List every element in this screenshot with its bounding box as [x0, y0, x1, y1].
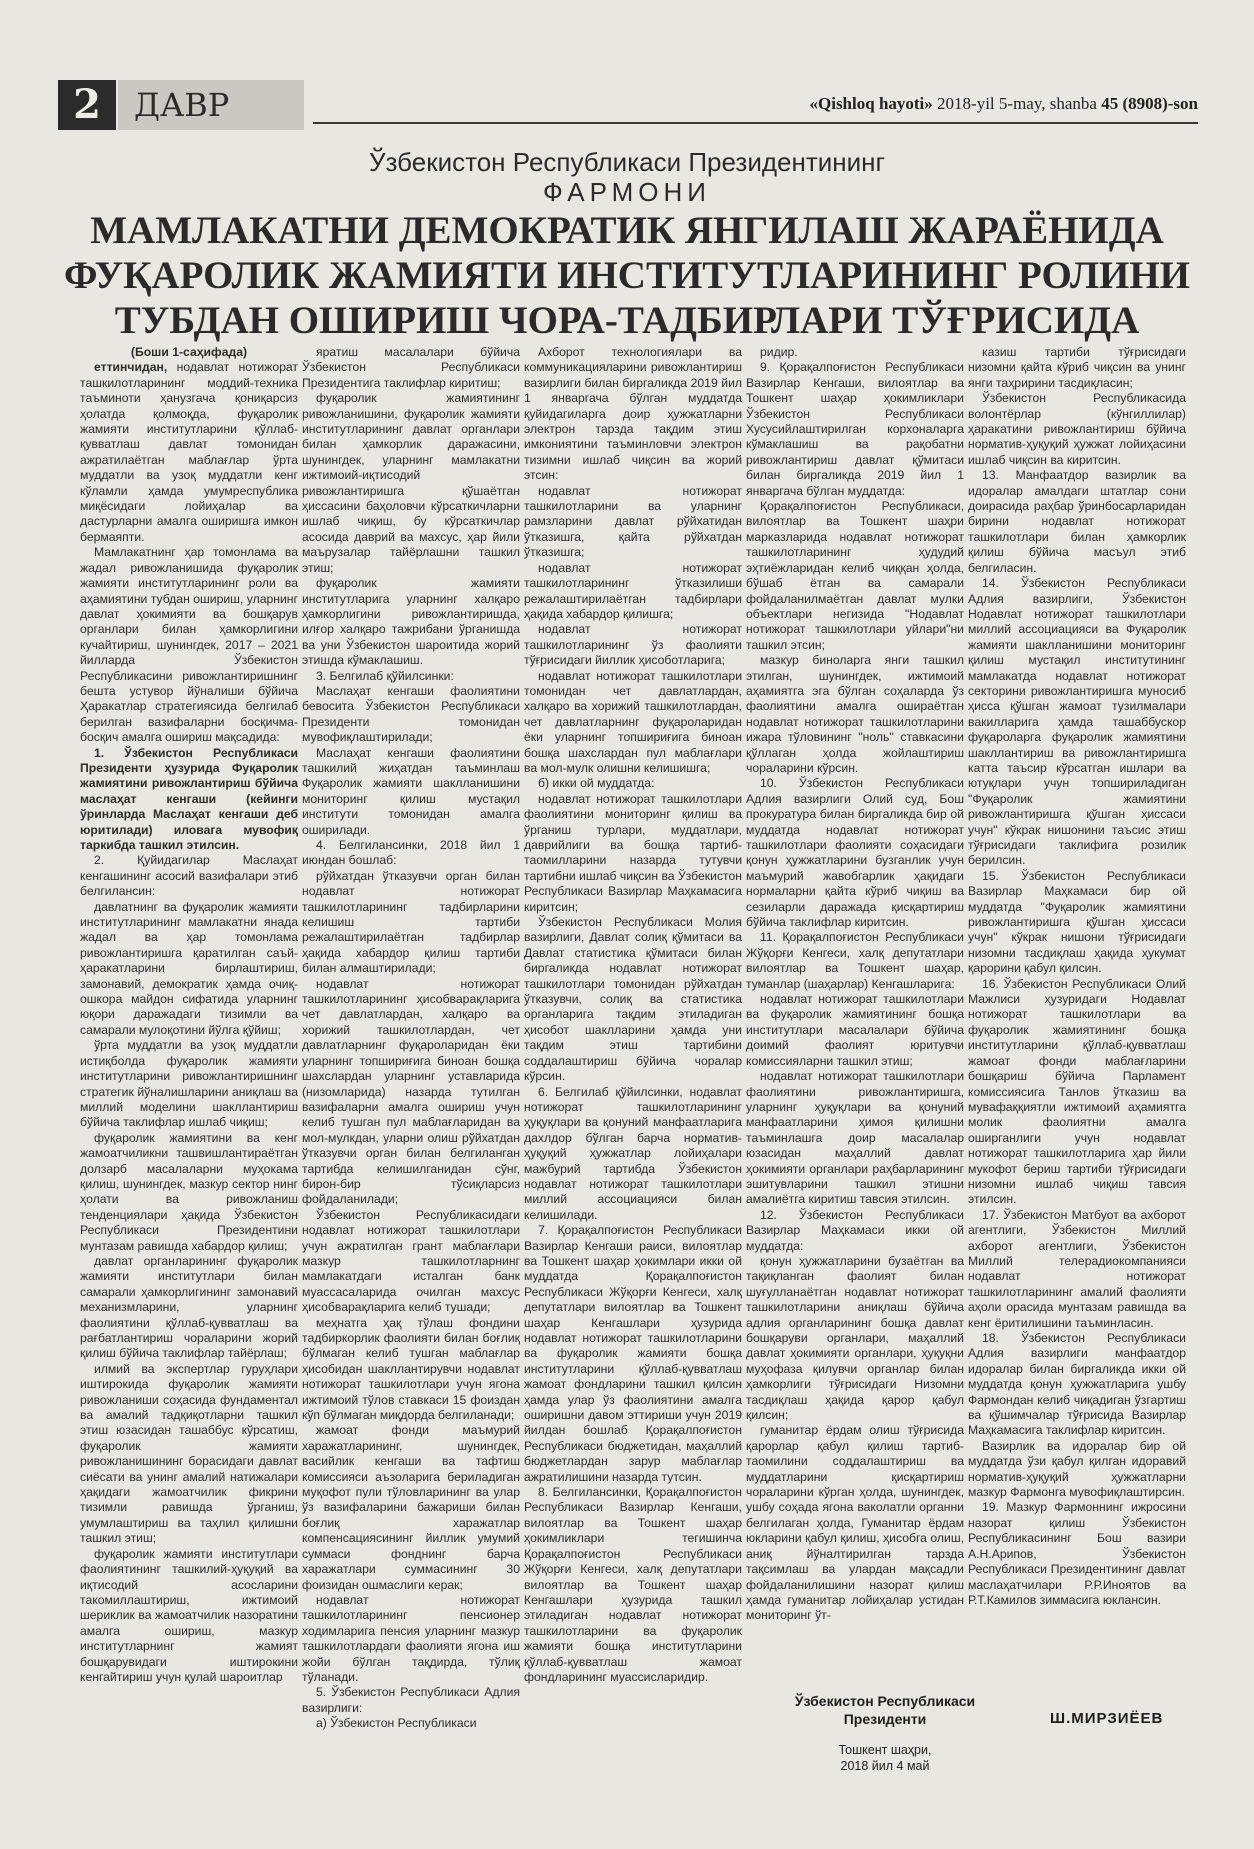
issue-number: 45 (8908)-son: [1101, 94, 1198, 113]
paragraph: ўрта муддатли ва узоқ муддатли истиқболда фуқаролик жамияти институтларини ривожлантиришнинг стратегик йўналишларини аниқлаш ва миллий моделини шакллантириш бўйича таклифлар ишлаб чиқиш;: [80, 1038, 298, 1130]
headline-line-2: ФУҚАРОЛИК ЖАМИЯТИ ИНСТИТУТЛАРИНИНГ РОЛИНИ: [63, 254, 1191, 297]
paragraph: нодавлат нотижорат ташкилотлари фаолиятини мониторинг қилиш ва ўрганиш турлари, муддатлари, даврийлиги ва бошқа тартиб-таомилларини назарда тутувчи тартибни ишлаб чиқсин ва Ўзбекистон Республикаси Вазирлар Маҳкамасига киритсин;: [524, 791, 742, 914]
paragraph-item-4: 4. Белгилансинки, 2018 йил 1 июндан бошлаб:: [302, 838, 520, 868]
paragraph-lead: еттинчидан,: [94, 360, 168, 375]
paragraph-item-7: 7. Қорақалпоғистон Республикаси Вазирлар Кенгаши раиси, вилоятлар ва Тошкент шаҳар ҳокимлари икки ой муддатда Қорақалпоғистон Республикаси Жўқорғи Кенгеси, халқ депутатлари вилоятлар ва Тошкент шаҳар Кенгашлари ҳузурида нодавлат нотижорат ташкилотларини ва фуқаролик жамияти бошқа институтларини қўллаб-қувватлаш жамоат фондларини ташкил қилсин ҳамда улар ўз фаолиятини амалга оширишни давом эттириши учун 2019 йилдан бошлаб Қорақалпоғистон Республикаси бюджетидан, маҳаллий бюджетлардан зарур маблағлар ажратилишини назарда тутсин.: [524, 1223, 742, 1484]
paragraph: Ўзбекистон Республикаси Молия вазирлиги, Давлат солиқ қўмитаси ва Давлат статистика қўмитаси билан биргаликда нодавлат нотижорат ташкилотлари томонидан рўйхатдан ўтказувчи, солиқ ва статистика органларига тақдим этиладиган ҳисобот шаклларини ҳамда уни тақдим этиш тартибини соддалаштириш бўйича чоралар кўрсин.: [524, 915, 742, 1084]
paragraph: Қорақалпоғистон Республикаси, вилоятлар ва Тошкент шаҳри марказларида нодавлат нотижорат ташкилотларининг ҳудудий эҳтиёжларидан келиб чиққан ҳолда, бўшаб ётган ва самарали фойдаланилмаётган давлат мулки объектлари негизида "Нодавлат нотижорат ташкилотлари уйлари"ни ташкил этсин;: [746, 499, 964, 652]
paragraph-item-11: 11. Қорақалпоғистон Республикаси Жўқорғи Кенгеси, халқ депутатлари вилоятлар ва Тошкент шаҳар, туманлар (шаҳарлар) Кенгашларига:: [746, 930, 964, 991]
paragraph: Мамлакатнинг ҳар томонлама ва жадал ривожланишида фуқаролик жамияти институтларининг роли ва аҳамиятини тубдан ошириш, уларнинг давлат ҳокимияти ва бошқарув органлари билан ҳамкорлигини кучайтириш, шунингдек, 2017 – 2021 йилларда Ўзбекистон Республикасини ривожлантиришнинг бешта устувор йўналиши бўйича Ҳаракатлар стратегиясида белгилаб берилган вазифаларни босқичма-босқич амалга ошириш мақсадида:: [80, 545, 298, 745]
paragraph: казиш тартиби тўғрисидаги низомни қайта кўриб чиқсин ва унинг янги таҳририни тасдиқласин;: [968, 345, 1186, 390]
paragraph: яратиш масалалари бўйича Ўзбекистон Республикаси Президентига таклифлар киритиш;: [302, 345, 520, 390]
paragraph: б) икки ой муддатда:: [538, 776, 655, 791]
document-type: ФАРМОНИ: [543, 177, 711, 207]
signing-place-date: [770, 1742, 1000, 1774]
paragraph: нодавлат нотижорат ташкилотларининг ўтказилиши режалаштирилаётган тадбирлари ҳақида хабардор қилишга;: [524, 560, 742, 621]
signatory-office-line-1: Ўзбекистон Республикаси: [794, 1693, 976, 1709]
paragraph: давлатнинг ва фуқаролик жамияти институтларининг мамлакатни янада жадал ва ҳар томонлама ривожлантиришга қаратилган саъй-ҳаракатларини бирлаштириш, замонавий, демократик ҳамда очиқ-ошкора майдон сифатида уларнинг юқори даражадаги тизимли ва самарали мулоқотини йўлга қўйиш;: [80, 899, 298, 1037]
column-3: [524, 345, 742, 1785]
paragraph-item-12: 12. Ўзбекистон Республикаси Вазирлар Маҳкамаси икки ой муддатда:: [746, 1207, 964, 1253]
paragraph: Маслаҳат кенгаши фаолиятини ташкилий жиҳатдан таъминлаш Фуқаролик жамияти шаклланишини мониторинг қилиш мустақил институти томонидан амалга оширилади.: [302, 745, 520, 837]
signatory-office-line-2: Президенти: [843, 1711, 927, 1727]
signatory-name: Ш.МИРЗИЁЕВ: [1050, 1710, 1164, 1727]
paragraph: а) Ўзбекистон Республикаси: [316, 1716, 477, 1731]
masthead-info: [810, 94, 1199, 114]
paragraph-item-6: 6. Белгилаб қўйилсинки, нодавлат нотижорат ташкилотларининг ҳуқуқлари ва қонуний манфаатларига дахлдор бўлган барча норматив-ҳуқуқий ҳужжатлар лойиҳалари мажбурий тартибда Ўзбекистон нодавлат нотижорат ташкилотлари миллий ассоциацияси билан келишилади.: [524, 1084, 742, 1222]
paragraph: гуманитар ёрдам олиш тўғрисида қарорлар қабул қилиш тартиб-таомилини соддалаштириш ва муддатларини қисқартириш чораларини кўрган ҳолда, шунингдек, ушбу соҳада ягона ваколатли органни белгилаган ҳолда, Гуманитар ёрдам юкларини қабул қилиш, ҳисобга олиш, аниқ йўналтирилган тарзда тақсимлаш ва улардан мақсадли фойдаланилишини назорат қилиш ҳамда гуманитар лойиҳалар устидан мониторинг ўт-: [746, 1423, 964, 1623]
paragraph: рўйхатдан ўтказувчи орган билан нодавлат нотижорат ташкилотларининг тадбирларини келишиш тартиби режалаштирилаётган тадбирлар ҳақида хабардор қилиш тартиби билан алмаштирилади;: [302, 868, 520, 976]
paragraph: нодавлат нотижорат ташкилотлари томонидан чет давлатлардан, халқаро ва хорижий ташкилотлардан, чет давлатларнинг фуқароларидан ёки уларнинг топшириғига биноан бошқа шахслардан пул маблағлари ва мол-мулк олишни келишишга;: [524, 668, 742, 775]
paragraph: нодавлат нотижорат ташкилотларининг ҳисобварақларига чет давлатлардан, халқаро ва хорижий ташкилотлардан, чет давлатларнинг фуқароларидан ёки уларнинг топшириғига биноан бошқа шахслардан уларнинг уставларида (низомларида) назарда тутилган вазифаларни амалга ошириш учун келиб тушган пул маблағларидан ва мол-мулкдан, уларни олиш рўйхатдан ўтказувчи орган билан белгиланган тартибда келишилганидан сўнг, бирон-бир тўсиқларсиз фойдаланилади;: [302, 976, 520, 1207]
paragraph-item-9: 9. Қорақалпоғистон Республикаси Вазирлар Кенгаши, вилоятлар ва Тошкент шаҳар ҳокимликлари Ўзбекистон Республикаси Хусусийлаштирилган корхоналарга кўмаклашиш ва рақобатни ривожлантириш давлат қўмитаси билан биргаликда 2019 йил 1 январгача бўлган муддатда:: [746, 360, 964, 498]
decree-issuer: Ўзбекистон Республикаси Президентининг: [369, 147, 885, 177]
paragraph-item-3: 3. Белгилаб қўйилсинки:: [316, 668, 454, 683]
paragraph: Ўзбекистон Республикасида волонтёрлар (кўнгиллилар) ҳаракатини ривожлантириш бўйича норматив-ҳуқуқий ҳужжат лойиҳасини ишлаб чиқсин ва киритсин.: [968, 391, 1186, 467]
column-1: [80, 345, 298, 1785]
paragraph-item-2: 2. Қуйидагилар Маслаҳат кенгашининг асосий вазифалари этиб белгилансин:: [80, 853, 298, 899]
column-2: [302, 345, 520, 1785]
paragraph: фуқаролик жамияти институтларига уларнинг халқаро ҳамкорлигини ривожлантиришда, илғор халқаро тажрибани ўрганишда ва уни Ўзбекистон шароитида жорий этишда кўмаклашиш.: [302, 576, 520, 668]
paragraph-item-18: 18. Ўзбекистон Республикаси Адлия вазирлиги манфаатдор идоралар билан биргаликда икки ой муддатда қонун ҳужжатларига ушбу Фармондан келиб чиқадиган ўзгартиш ва қўшимчалар тўғрисида Вазирлар Маҳкамасига таклифлар киритсин.: [968, 1331, 1186, 1438]
continuation-note: (Боши 1-саҳифада): [130, 345, 248, 359]
paragraph-item-17: 17. Ўзбекистон Матбуот ва ахборот агентлиги, Ўзбекистон Миллий ахборот агентлиги, Ўзбекистон Миллий телерадиокомпанияси нодавлат нотижорат ташкилотларининг амалий фаолияти аҳоли орасида мунтазам равишда ва кенг ёритилишини таъминласин.: [968, 1207, 1186, 1330]
paragraph: ридир.: [760, 345, 798, 359]
paragraph-item-1: 1. Ўзбекистон Республикаси Президенти ҳузурида Фуқаролик жамиятини ривожлантириш бўйича маслаҳат кенгаши (кейинги ўринларда Маслаҳат кенгаши деб юритилади) иловага мувофиқ таркибда ташкил этилсин.: [80, 745, 298, 852]
paragraph: Вазирлик ва идоралар бир ой муддатда ўзи қабул қилган идоравий норматив-ҳуқуқий ҳужжатларни мазкур Фармонга мувофиқлаштирсин.: [968, 1438, 1186, 1500]
headline-line-3: ТУБДАН ОШИРИШ ЧОРА-ТАДБИРЛАРИ ТЎҒРИСИДА: [114, 299, 1140, 342]
paragraph: жамоат фонди маъмурий харажатларининг, шунингдек, васийлик кенгаши ва тафтиш комиссияси аъзоларига бериладиган муқофот пули тўловларининг ва улар ўз вазифаларини бажариши билан боғлиқ харажатлар компенсациясининг йиллик умумий суммаси фонднинг барча харажатлари суммасининг 30 фоизидан ошмаслиги керак;: [302, 1423, 520, 1592]
paragraph-item-14: 14. Ўзбекистон Республикаси Адлия вазирлиги, Ўзбекистон Нодавлат нотижорат ташкилотлари миллий ассоциацияси ва Фуқаролик жамияти шаклланишини мониторинг қилиш мустақил институтининг мамлакатда нодавлат нотижорат секторини ривожлантиришга муносиб ҳисса қўшган жамоат тузилмалари вакилларига ҳамда ташаббускор фуқароларга фуқаролик жамиятини шакллантириш ва ривожлантиришга катта таъсир кўрсатган ишлари ва ютуқлари учун топшириладиган "Фуқаролик жамиятини ривожлантиришга қўшган ҳиссаси учун" кўкрак нишонини таъсис этиш тўғрисидаги таклифига розилик берилсин.: [968, 576, 1186, 868]
paragraph: меҳнатга ҳақ тўлаш фондини тадбиркорлик фаолияти билан боғлиқ бўлмаган келиб тушган маблағлар ҳисобидан шакллантирувчи нодавлат нотижорат ташкилотлари учун ягона ижтимоий тўлов ставкаси 15 фоиздан кўп бўлмаган миқдорда белгиланади;: [302, 1315, 520, 1423]
paragraph-item-8: 8. Белгилансинки, Қорақалпоғистон Республикаси Вазирлар Кенгаши, вилоятлар ва Тошкент шаҳар ҳокимликлари тегишинча Қорақалпоғистон Республикаси Жўқорғи Кенгеси, халқ депутатлари вилоятлар ва Тошкент шаҳар Кенгашлари ҳузурида ташкил этиладиган нодавлат нотижорат ташкилотларини ва фуқаролик жамияти бошқа институтларини қўллаб-қувватлаш жамоат фондларининг муассисларидир.: [524, 1485, 742, 1684]
paragraph: нодавлат нотижорат ташкилотларининг пенсионер ходимларига пенсия уларнинг мазкур ташкилотлардаги фаолияти ягона иш жойи бўлган тақдирда, тўлиқ тўланади.: [302, 1592, 520, 1684]
issue-date: 2018-yil 5-may, shanba: [937, 94, 1097, 113]
paragraph-item-10: 10. Ўзбекистон Республикаси Адлия вазирлиги Олий суд, Бош прокуратура билан биргаликда бир ой муддатда нодавлат нотижорат ташкилотлари фаолияти соҳасидаги қонун ҳужжатларини бузганлик учун маъмурий жавобгарлик ҳақидаги нормаларни қайта кўриб чиқиш ва сезиларли даражада қисқартириш бўйича таклифлар киритсин.: [746, 776, 964, 930]
article-body: [0, 345, 1254, 1785]
headline: [40, 208, 1214, 343]
paragraph-item-15: 15. Ўзбекистон Республикаси Вазирлар Маҳкамаси бир ой муддатда "Фуқаролик жамиятини ривожлантиришга қўшган ҳиссаси учун" кўкрак нишони тўғрисидаги низомни тасдиқлаш ҳақида ҳукумат қарорини қабул қилсин.: [968, 868, 1186, 976]
section-name: ДАВР: [118, 80, 304, 130]
signatory-office: [770, 1692, 1000, 1728]
page-number: 2: [58, 80, 116, 130]
paragraph: фуқаролик жамиятини ва кенг жамоатчиликни ташвишлантираётган долзарб масалаларни муҳокама қилиш, шунингдек, мазкур сектор нинг ҳолати ва ривожланиш тенденциялари ҳақида Ўзбекистон Республикаси Президентини мунтазам равишда хабардор қилиш;: [80, 1130, 298, 1253]
paragraph: нодавлат нотижорат ташкилотлари фаолиятини ривожлантиришга, уларнинг ҳуқуқлари ва қонуний манфаатларини ҳимоя қилишни таъминлашга доир масалалар юзасидан маҳаллий давлат ҳокимияти органлари раҳбарларининг эшитувларини ташкил этишни амалиётга киритиш тавсия этилсин.: [746, 1069, 964, 1207]
page-header: [58, 80, 1198, 130]
column-5: [968, 345, 1186, 1785]
column-4: [746, 345, 964, 1670]
paragraph: фуқаролик жамиятининг ривожланишини, фуқаролик жамияти институтларининг давлат органлари билан ҳамкорлик даражасини, шунингдек, уларнинг мамлакатни ижтимоий-иқтисодий ривожлантиришга қўшаётган ҳиссасини баҳоловчи кўрсаткичларни ишлаб чиқиш, бу кўрсаткичлар асосида даврий ва махсус, ҳар йили маърузалар тайёрлашни ташкил этиш;: [302, 391, 520, 575]
newspaper-name: «Qishloq hayoti»: [809, 94, 933, 113]
paragraph: қонун ҳужжатларини бузаётган ва тақиқланган фаолият билан шуғулланаётган нодавлат нотижорат ташкилотларини аниқлаш бўйича адлия органларининг бошқа давлат бошқаруви органлари, маҳаллий давлат ҳокимияти органлари, ҳуқуқни муҳофаза қилувчи органлар билан ҳамкорлиги тўғрисидаги Низомни тасдиқлаш ҳақида қарор қабул қилсин;: [746, 1253, 964, 1423]
paragraph-item-19: 19. Мазкур Фармоннинг ижросини назорат қилиш Ўзбекистон Республикасининг Бош вазири А.Н.Арипов, Ўзбекистон Республикаси Президентининг давлат маслаҳатчилари Р.Р.Иноятов ва Р.Т.Камилов зиммасига юклансин.: [968, 1500, 1186, 1607]
paragraph: нодавлат нотижорат ташкилотларини ва уларнинг рамзларини давлат рўйхатидан ўтказишга, қайта рўйхатдан ўтказишга;: [524, 483, 742, 560]
paragraph-item-16: 16. Ўзбекистон Республикаси Олий Мажлиси ҳузуридаги Нодавлат нотижорат ташкилотлари ва фуқаролик жамиятининг бошқа институтларини қўллаб-қувватлаш жамоат фонди маблағларини бошқариш бўйича Парламент комиссиясига Танлов ўтказиш ва мувафаққиятли ижтимоий аҳамиятга молик фаолиятни амалга оширганлиги учун нодавлат нотижорат ташкилотларига ҳар йили мукофот бериш тартиби тўғрисидаги низомни ишлаб чиқиш тавсия этилсин.: [968, 976, 1186, 1207]
paragraph: Ўзбекистон Республикасидаги нодавлат нотижорат ташкилотлари учун ажратилган грант маблағлари мазкур ташкилотларнинг мамлакатдаги исталган банк муассасаларида очилган махсус ҳисобварақларига келиб тушади;: [302, 1207, 520, 1315]
header-rule: [313, 122, 1198, 124]
paragraph: нодавлат нотижорат ташкилотлари ва фуқаролик жамиятининг бошқа институтлари масалалари бўйича доимий фаолият юритувчи комиссияларни ташкил этиш;: [746, 992, 964, 1068]
paragraph-item-5: 5. Ўзбекистон Республикаси Адлия вазирлиги:: [302, 1685, 520, 1715]
paragraph: Ахборот технологиялари ва коммуникацияларини ривожлантириш вазирлиги билан биргаликда 2019 йил 1 январгача бўлган муддатда қуйидагиларга доир ҳужжатларни электрон тарзда тақдим этиш имкониятини таъминловчи электрон тизимни ишлаб чиқсин ва жорий этсин:: [524, 345, 742, 483]
signing-date: 2018 йил 4 май: [840, 1759, 930, 1773]
headline-line-1: МАМЛАКАТНИ ДЕМОКРАТИК ЯНГИЛАШ ЖАРАЁНИДА: [90, 209, 1164, 252]
paragraph-text: нодавлат нотижорат ташкилотларининг моддий-техника таъминоти ҳанузгача қониқарсиз ҳолатда қолмоқда, фуқаролик жамияти институтларини қўллаб-қувватлаш давлат томонидан ажратилаётган маблағлар ўрта муддатли ва узоқ муддатли кенг кўламли ҳамда умумреспублика миқёсидаги лойиҳалар ва дастурларни амалга оширишга имкон бермаяпти.: [80, 360, 298, 544]
paragraph: фуқаролик жамияти институтлари фаолиятининг ташкилий-ҳуқуқий ва иқтисодий асосларини такомиллаштириш, ижтимоий шериклик ва жамоатчилик назоратини амалга ошириш, мазкур институтларнинг жамият бошқарувидаги иштирокини кенгайтириш учун қулай шароитлар: [80, 1546, 298, 1684]
paragraph: мазкур биноларга янги ташкил этилган, шунингдек, ижтимоий аҳамиятга эга бўлган соҳаларда ўз фаолиятини амалга ошираётган нодавлат нотижорат ташкилотларини ижара тўловининг "ноль" ставкасини қўллаган ҳолда жойлаштириш чораларини кўрсин.: [746, 653, 964, 775]
paragraph: нодавлат нотижорат ташкилотларининг ўз фаолияти тўғрисидаги йиллик ҳисоботларига;: [524, 622, 742, 668]
paragraph-item-13: 13. Манфаатдор вазирлик ва идоралар амалдаги штатлар сони доирасида раҳбар ўринбосарларидан бирини нодавлат нотижорат ташкилотлари билан ҳамкорлик қилиш бўйича масъул этиб белгиласин.: [968, 468, 1186, 575]
paragraph: Маслаҳат кенгаши фаолиятини бевосита Ўзбекистон Республикаси Президенти томонидан мувофиқлаштирилади;: [302, 683, 520, 745]
paragraph: илмий ва экспертлар гуруҳлари иштирокида фуқаролик жамияти ривожланиши соҳасида фундаментал ва амалий тадқиқотларни ташкил этиш юзасидан ташаббус кўрсатиш, фуқаролик жамияти ривожланишининг борасидаги давлат сиёсати ва унинг амалий натижалари ҳақидаги жамоатчилик фикрини тизимли равишда ўрганиш, умумлаштириш ва таҳлил қилишни ташкил этиш;: [80, 1361, 298, 1546]
paragraph: [80, 360, 298, 545]
paragraph: давлат органларининг фуқаролик жамияти институтлари билан самарали ҳамкорлигининг замонавий механизмларини, уларнинг фаолиятини қўллаб-қувватлаш ва рағбатлантириш чораларини жорий қилиш бўйича таклифлар тайёрлаш;: [80, 1253, 298, 1361]
signing-place: Тошкент шаҳри,: [838, 1743, 932, 1757]
